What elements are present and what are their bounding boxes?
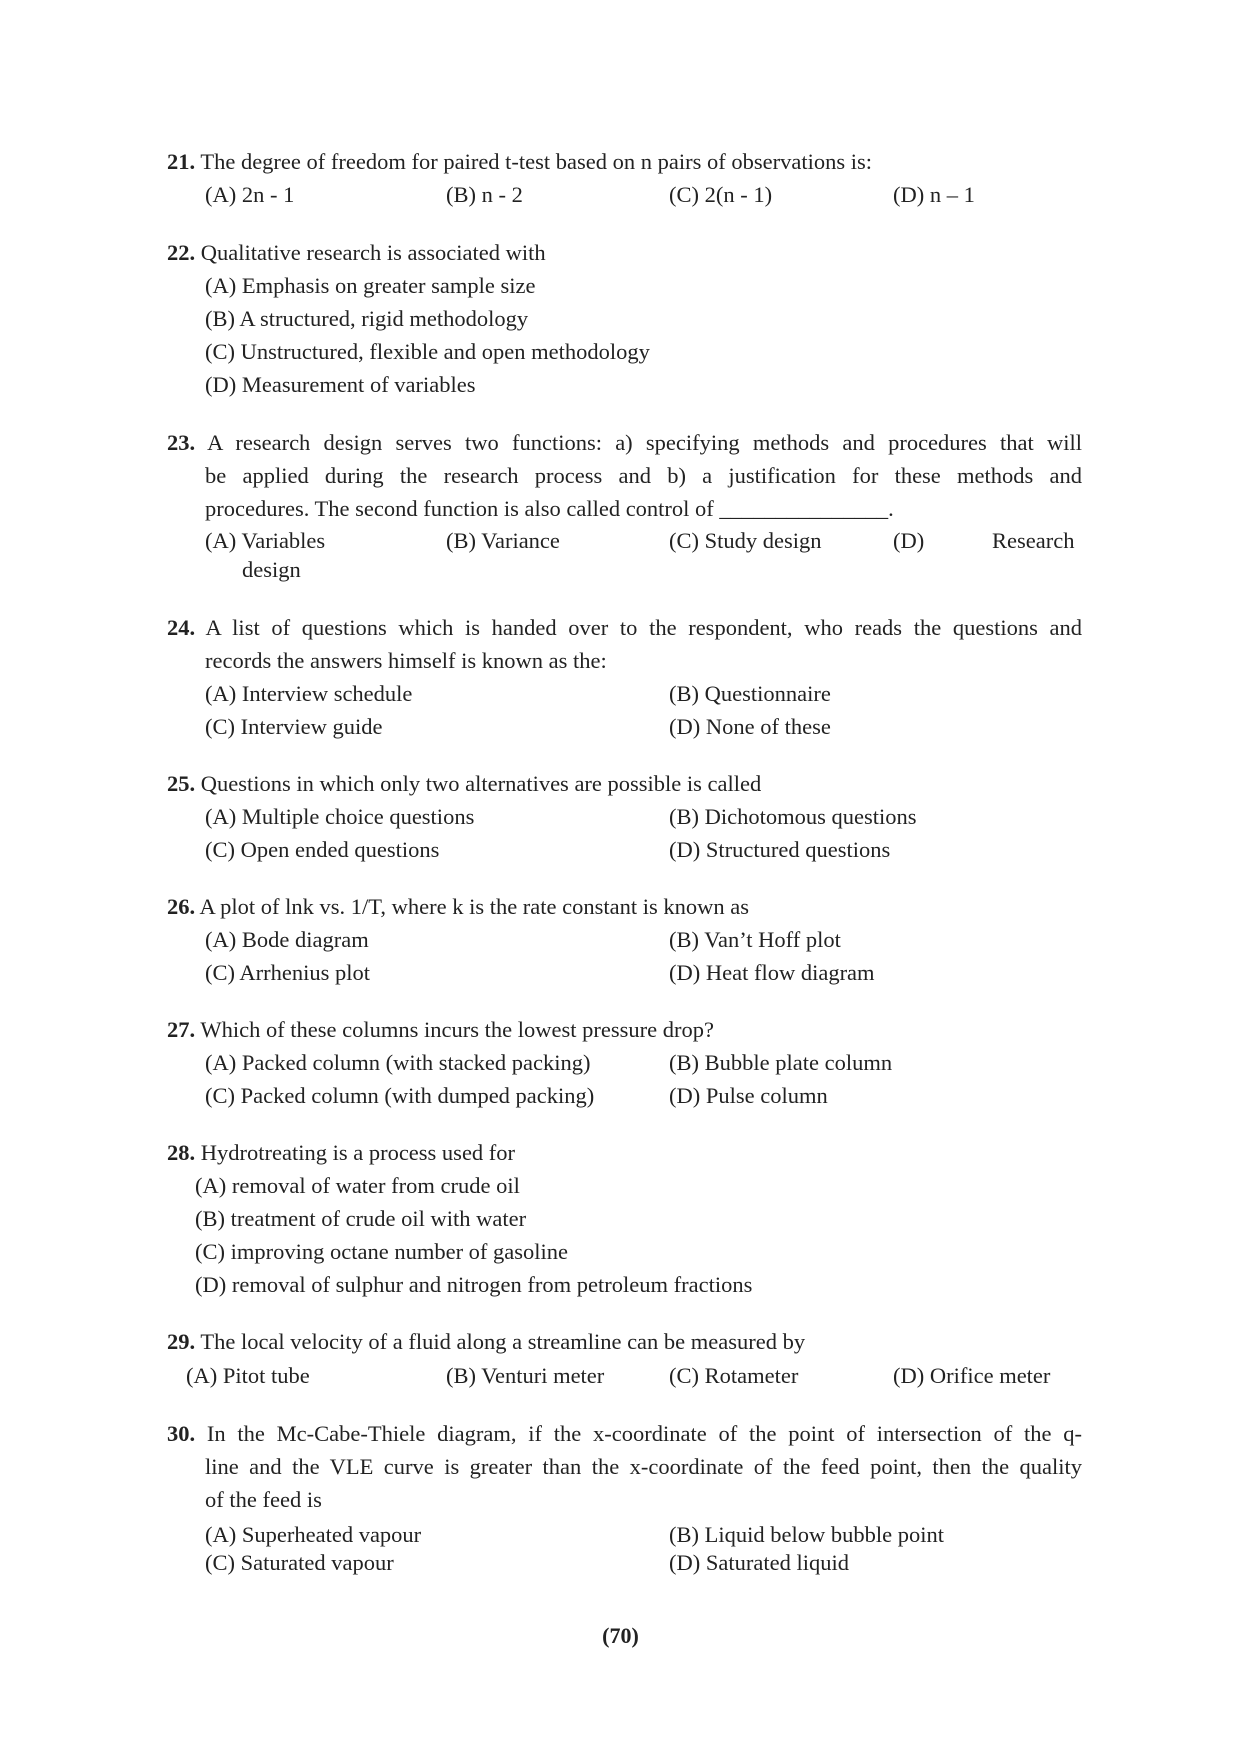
- question-stem: Hydrotreating is a process used for: [200, 1140, 516, 1165]
- option-a: (A) Superheated vapour: [205, 1522, 422, 1547]
- option-a: (A) Multiple choice questions: [205, 804, 475, 829]
- question-21-stem-line: [167, 151, 872, 174]
- question-number: 21.: [167, 149, 196, 174]
- question-23-stem-line-2: be applied during the research process and b) a justification for these methods and: [205, 463, 1082, 488]
- option-d: (D) Structured questions: [669, 837, 891, 862]
- option-c: (C) Open ended questions: [205, 837, 440, 862]
- option-b: (B) Liquid below bubble point: [669, 1522, 944, 1547]
- question-stem: Qualitative research is associated with: [200, 240, 546, 265]
- option-d: (D) Orifice meter: [893, 1363, 1051, 1388]
- option-a: (A) Pitot tube: [186, 1363, 310, 1388]
- option-b: (B) Variance: [446, 528, 560, 553]
- option-d: (D) Saturated liquid: [669, 1550, 849, 1575]
- option-c: (C) Study design: [669, 528, 822, 553]
- option-b: (B) Bubble plate column: [669, 1050, 893, 1075]
- option-b: (B) A structured, rigid methodology: [205, 306, 529, 331]
- option-b: (B) Venturi meter: [446, 1363, 605, 1388]
- question-number: 25.: [167, 771, 196, 796]
- option-a: (A) removal of water from crude oil: [195, 1173, 520, 1198]
- question-28-stem-line: [167, 1142, 515, 1165]
- option-c: (C) Saturated vapour: [205, 1550, 394, 1575]
- option-d: (D) None of these: [669, 714, 831, 739]
- option-d: (D) Heat flow diagram: [669, 960, 875, 985]
- question-number: 29.: [167, 1329, 196, 1354]
- question-22-stem-line: [167, 242, 546, 265]
- question-stem: A research design serves two functions: a) specifying methods and procedures that will: [207, 430, 1082, 455]
- question-number: 22.: [167, 240, 196, 265]
- option-d: (D) removal of sulphur and nitrogen from petroleum fractions: [195, 1272, 753, 1297]
- option-d: (D) Pulse column: [669, 1083, 828, 1108]
- option-a: (A) Bode diagram: [205, 927, 369, 952]
- option-a: (A) Variables: [205, 528, 326, 553]
- question-stem: A plot of lnk vs. 1/T, where k is the rate constant is known as: [199, 894, 750, 919]
- option-d: (D) n – 1: [893, 182, 975, 207]
- question-number: 28.: [167, 1140, 196, 1165]
- option-d-text-continued: design: [242, 557, 301, 582]
- question-23-stem-line-1: [167, 432, 1082, 455]
- question-27-stem-line: [167, 1019, 714, 1042]
- question-stem: Questions in which only two alternatives are possible is called: [200, 771, 762, 796]
- question-24-stem-line-2: records the answers himself is known as the:: [205, 648, 607, 673]
- question-29-stem-line: [167, 1331, 805, 1354]
- option-c: (C) Rotameter: [669, 1363, 799, 1388]
- option-b: (B) Dichotomous questions: [669, 804, 917, 829]
- option-b: (B) Questionnaire: [669, 681, 831, 706]
- question-26-stem-line: [167, 896, 749, 919]
- question-number: 27.: [167, 1017, 196, 1042]
- option-c: (C) improving octane number of gasoline: [195, 1239, 569, 1264]
- question-number: 26.: [167, 894, 196, 919]
- option-d-label: (D): [893, 528, 925, 553]
- option-b: (B) n - 2: [446, 182, 523, 207]
- question-30-stem-line-3: of the feed is: [205, 1487, 322, 1512]
- option-a: (A) Interview schedule: [205, 681, 413, 706]
- question-stem: The local velocity of a fluid along a streamline can be measured by: [200, 1329, 806, 1354]
- option-a: (A) Emphasis on greater sample size: [205, 273, 536, 298]
- option-c: (C) Arrhenius plot: [205, 960, 370, 985]
- option-d: (D) Measurement of variables: [205, 372, 476, 397]
- question-number: 24.: [167, 615, 196, 640]
- question-stem: Which of these columns incurs the lowest pressure drop?: [200, 1017, 714, 1042]
- question-24-stem-line-1: [167, 617, 1082, 640]
- option-c: (C) Packed column (with dumped packing): [205, 1083, 595, 1108]
- question-number: 23.: [167, 430, 196, 455]
- option-b: (B) treatment of crude oil with water: [195, 1206, 527, 1231]
- question-30-stem-line-2: line and the VLE curve is greater than the x-coordinate of the feed point, then the quality: [205, 1454, 1082, 1479]
- question-stem: The degree of freedom for paired t-test based on n pairs of observations is:: [200, 149, 872, 174]
- question-23-stem-line-3: procedures. The second function is also called control of _______________.: [205, 496, 894, 521]
- page-number: (70): [602, 1623, 639, 1648]
- option-c: (C) Interview guide: [205, 714, 383, 739]
- question-stem: In the Mc-Cabe-Thiele diagram, if the x-coordinate of the point of intersection of the q-: [206, 1421, 1083, 1446]
- option-b: (B) Van’t Hoff plot: [669, 927, 841, 952]
- option-a: (A) 2n - 1: [205, 182, 295, 207]
- question-number: 30.: [167, 1421, 196, 1446]
- option-d-text: Research: [992, 528, 1075, 553]
- option-c: (C) 2(n - 1): [669, 182, 773, 207]
- option-a: (A) Packed column (with stacked packing): [205, 1050, 591, 1075]
- question-25-stem-line: [167, 773, 761, 796]
- option-c: (C) Unstructured, flexible and open methodology: [205, 339, 650, 364]
- question-30-stem-line-1: [167, 1423, 1082, 1446]
- question-stem: A list of questions which is handed over to the respondent, who reads the questions and: [205, 615, 1082, 640]
